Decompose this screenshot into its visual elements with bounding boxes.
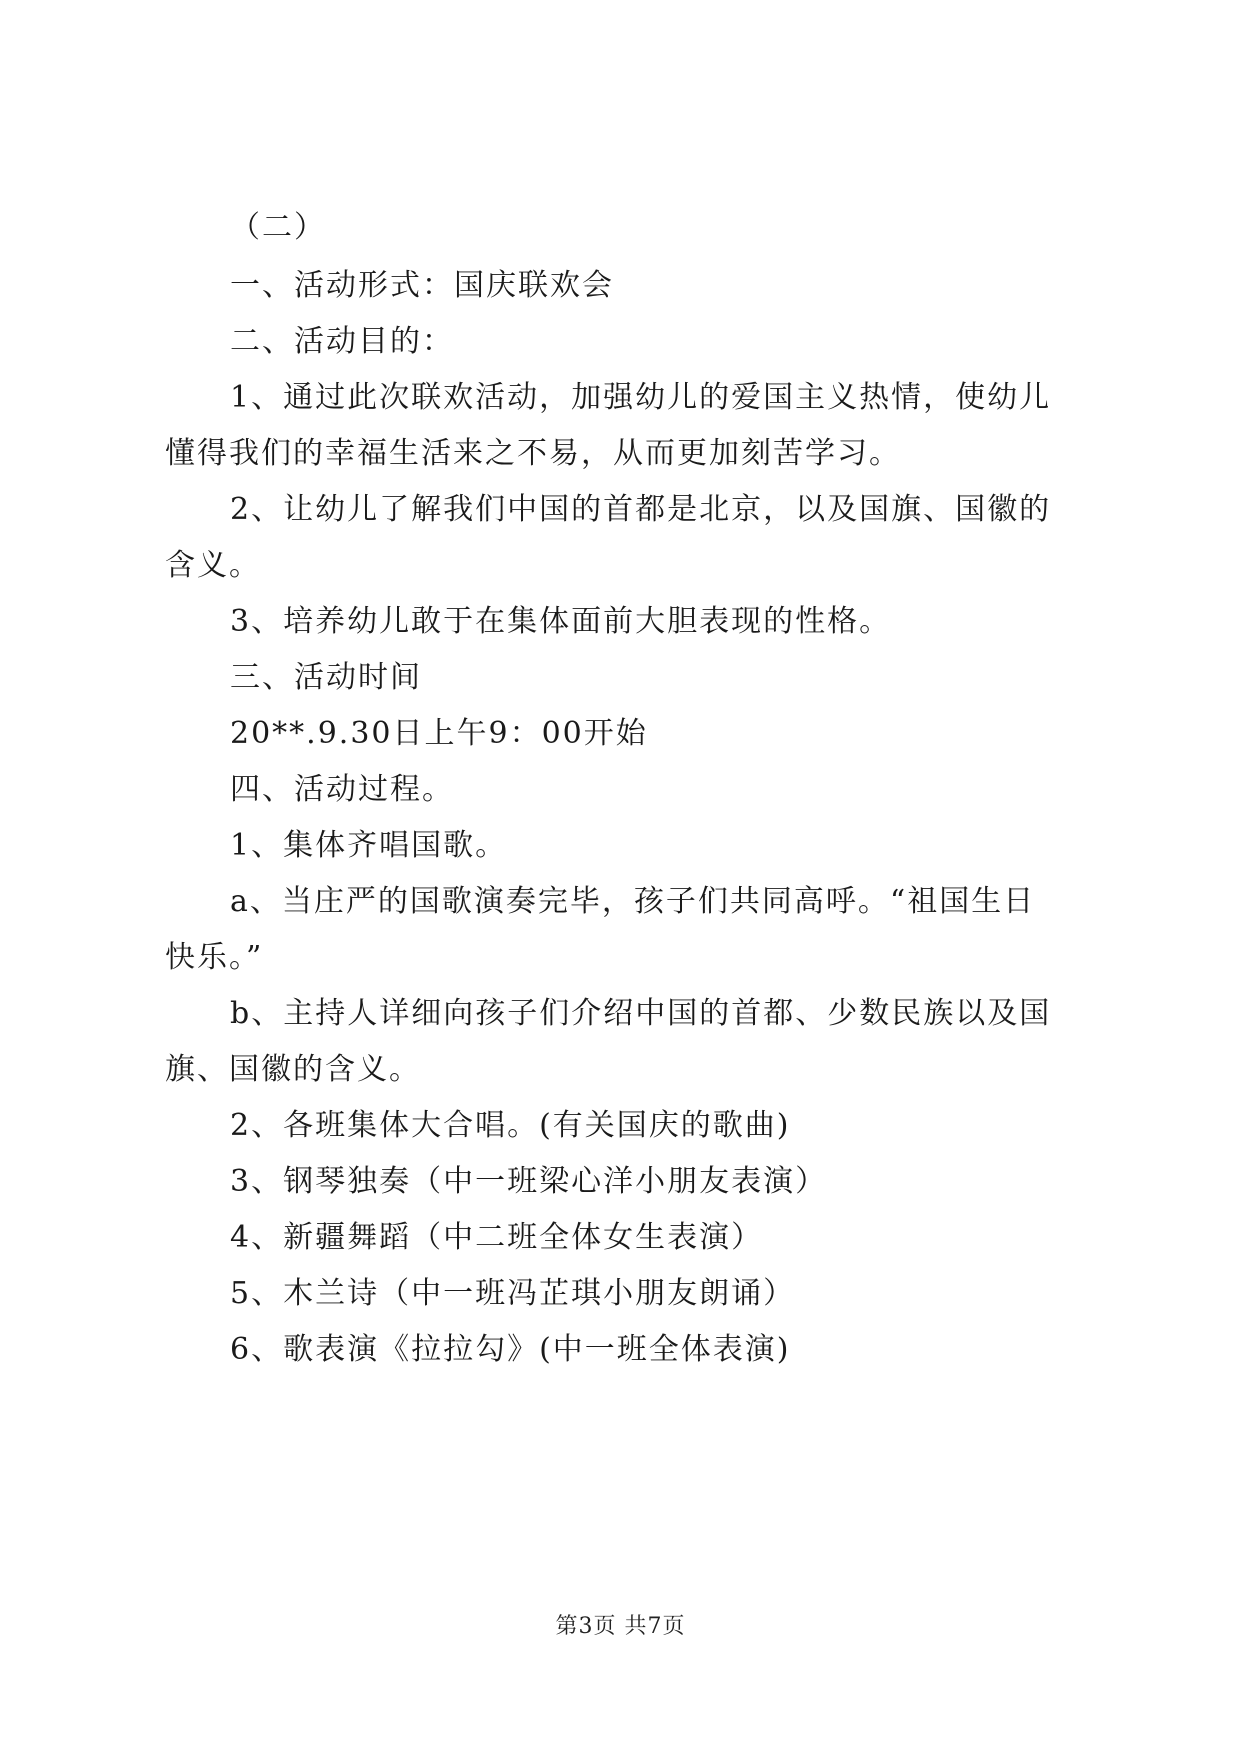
paragraph-line: 3、钢琴独奏（中一班梁心洋小朋友表演）: [230, 1164, 828, 1199]
paragraph-line: b、主持人详细向孩子们介绍中国的首都、少数民族以及国: [230, 996, 1052, 1031]
paragraph-line: 一、活动形式：国庆联欢会: [230, 268, 614, 303]
section-heading: （二）: [230, 210, 326, 245]
paragraph-line: 1、通过此次联欢活动，加强幼儿的爱国主义热情，使幼儿: [230, 380, 1052, 415]
paragraph-line: 2、让幼儿了解我们中国的首都是北京，以及国旗、国徽的: [230, 492, 1052, 527]
paragraph-line: 1、集体齐唱国歌。: [230, 828, 508, 863]
paragraph-line: 旗、国徽的含义。: [165, 1052, 421, 1087]
paragraph-line: a、当庄严的国歌演奏完毕，孩子们共同高呼。“祖国生日: [230, 884, 1036, 919]
paragraph-line: 5、木兰诗（中一班冯芷琪小朋友朗诵）: [230, 1276, 796, 1311]
paragraph-line: 二、活动目的：: [230, 324, 454, 359]
paragraph-line: 20**.9.30日上午9：00开始: [230, 716, 648, 751]
paragraph-line: 三、活动时间: [230, 660, 422, 695]
paragraph-line: 含义。: [165, 548, 261, 583]
page-footer: 第3页 共7页: [555, 1614, 686, 1639]
paragraph-line: 6、歌表演《拉拉勾》(中一班全体表演): [230, 1332, 791, 1367]
paragraph-line: 2、各班集体大合唱。(有关国庆的歌曲): [230, 1108, 791, 1143]
paragraph-line: 4、新疆舞蹈（中二班全体女生表演）: [230, 1220, 764, 1255]
paragraph-line: 懂得我们的幸福生活来之不易，从而更加刻苦学习。: [165, 436, 901, 471]
paragraph-line: 3、培养幼儿敢于在集体面前大胆表现的性格。: [230, 604, 892, 639]
paragraph-line: 四、活动过程。: [230, 772, 454, 807]
paragraph-line: 快乐。”: [165, 940, 264, 975]
